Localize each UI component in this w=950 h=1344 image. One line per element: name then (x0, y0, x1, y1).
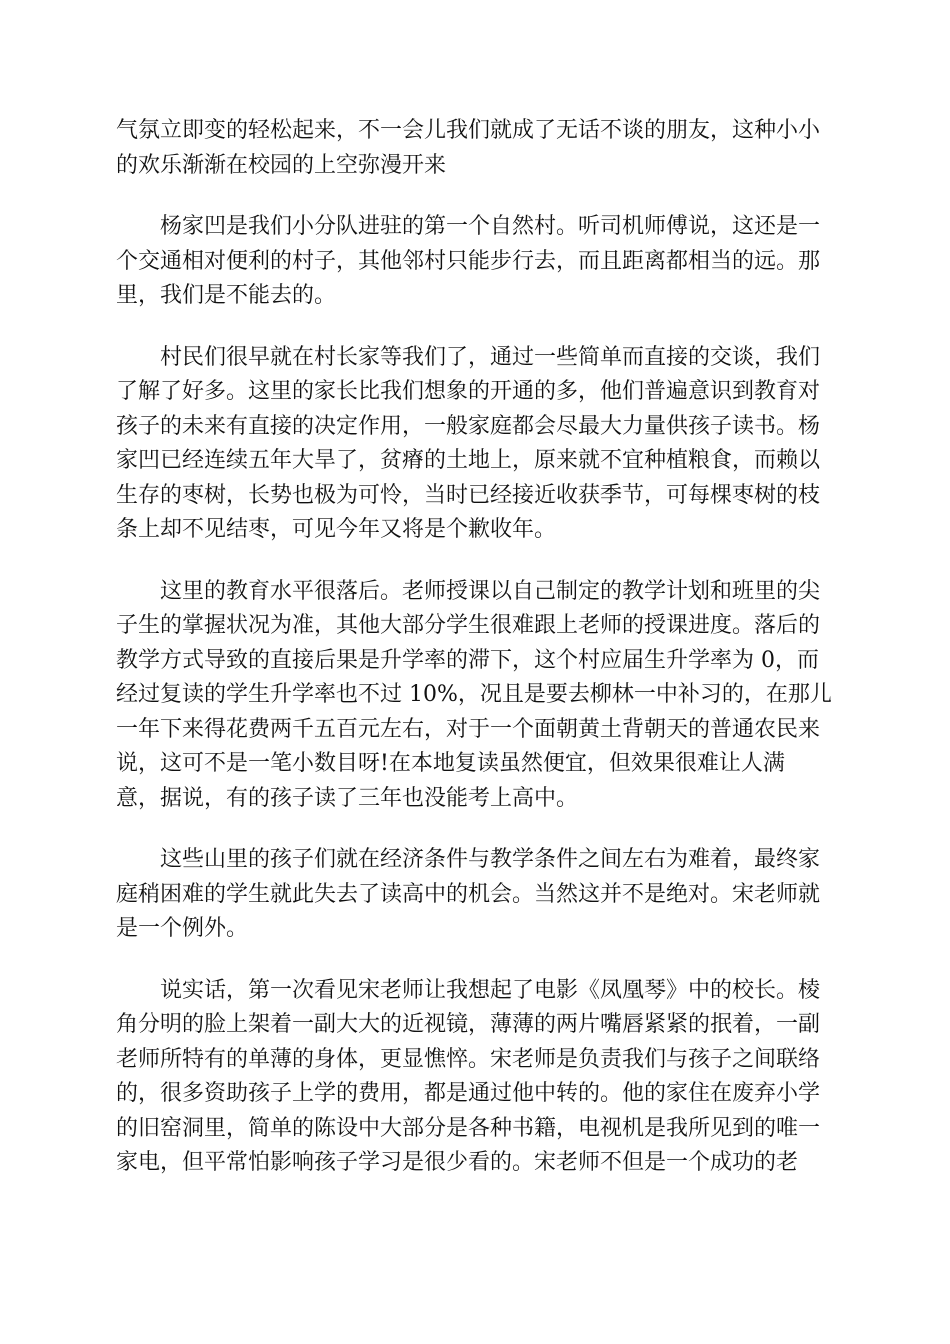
document-body (116, 114, 836, 1181)
paragraph-4: 这里的教育水平很落后。老师授课以自己制定的教学计划和班里的尖 子生的掌握状况为准，其他大部分学生很难跟上老师的授课进度。落后的 教学方式导致的直接后果是升学率的滞下，这个村应届生升学率为 0，而 经过复读的学生升学率也不过 10%，况且是要去柳林一中补习的，在那儿 一年下来得花费两千五百元左右，对于一个面朝黄土背朝天的普通农民来 说，这可不是一笔小数目呀!在本地复读虽然便宜，但效果很难让人满 意，据说，有的孩子读了三年也没能考上高中。 (116, 578, 832, 811)
paragraph-6: 说实话，第一次看见宋老师让我想起了电影《凤凰琴》中的校长。棱 角分明的脸上架着一副大大的近视镜，薄薄的两片嘴唇紧紧的抿着，一副 老师所特有的单薄的身体，更显憔悴。宋老师是负责我们与孩子之间联络 的，很多资助孩子上学的费用，都是通过他中转的。他的家住在废弃小学 的旧窑洞里，简单的陈设中大部分是各种书籍，电视机是我所见到的唯一 家电，但平常怕影响孩子学习是很少看的。宋老师不但是一个成功的老 (116, 977, 821, 1175)
paragraph-2: 杨家凹是我们小分队进驻的第一个自然村。听司机师傅说，这还是一 个交通相对便利的村子，其他邻村只能步行去，而且距离都相当的远。那 里，我们是不能去的。 (116, 214, 821, 308)
paragraph-1: 气氛立即变的轻松起来，不一会儿我们就成了无话不谈的朋友，这种小小 的欢乐渐渐在校园的上空弥漫开来 (116, 118, 821, 178)
paragraph-5: 这些山里的孩子们就在经济条件与教学条件之间左右为难着，最终家 庭稍困难的学生就此失去了读高中的机会。当然这并不是绝对。宋老师就 是一个例外。 (116, 847, 821, 941)
paragraph-3: 村民们很早就在村长家等我们了，通过一些简单而直接的交谈，我们 了解了好多。这里的家长比我们想象的开通的多，他们普遍意识到教育对 孩子的未来有直接的决定作用，一般家庭都会尽最大力量供孩子读书。杨 家凹已经连续五年大旱了，贫瘠的土地上，原来就不宜种植粮食，而赖以 生存的枣树，长势也极为可怜，当时已经接近收获季节，可每棵枣树的枝 条上却不见结枣，可见今年又将是个歉收年。 (116, 344, 821, 542)
